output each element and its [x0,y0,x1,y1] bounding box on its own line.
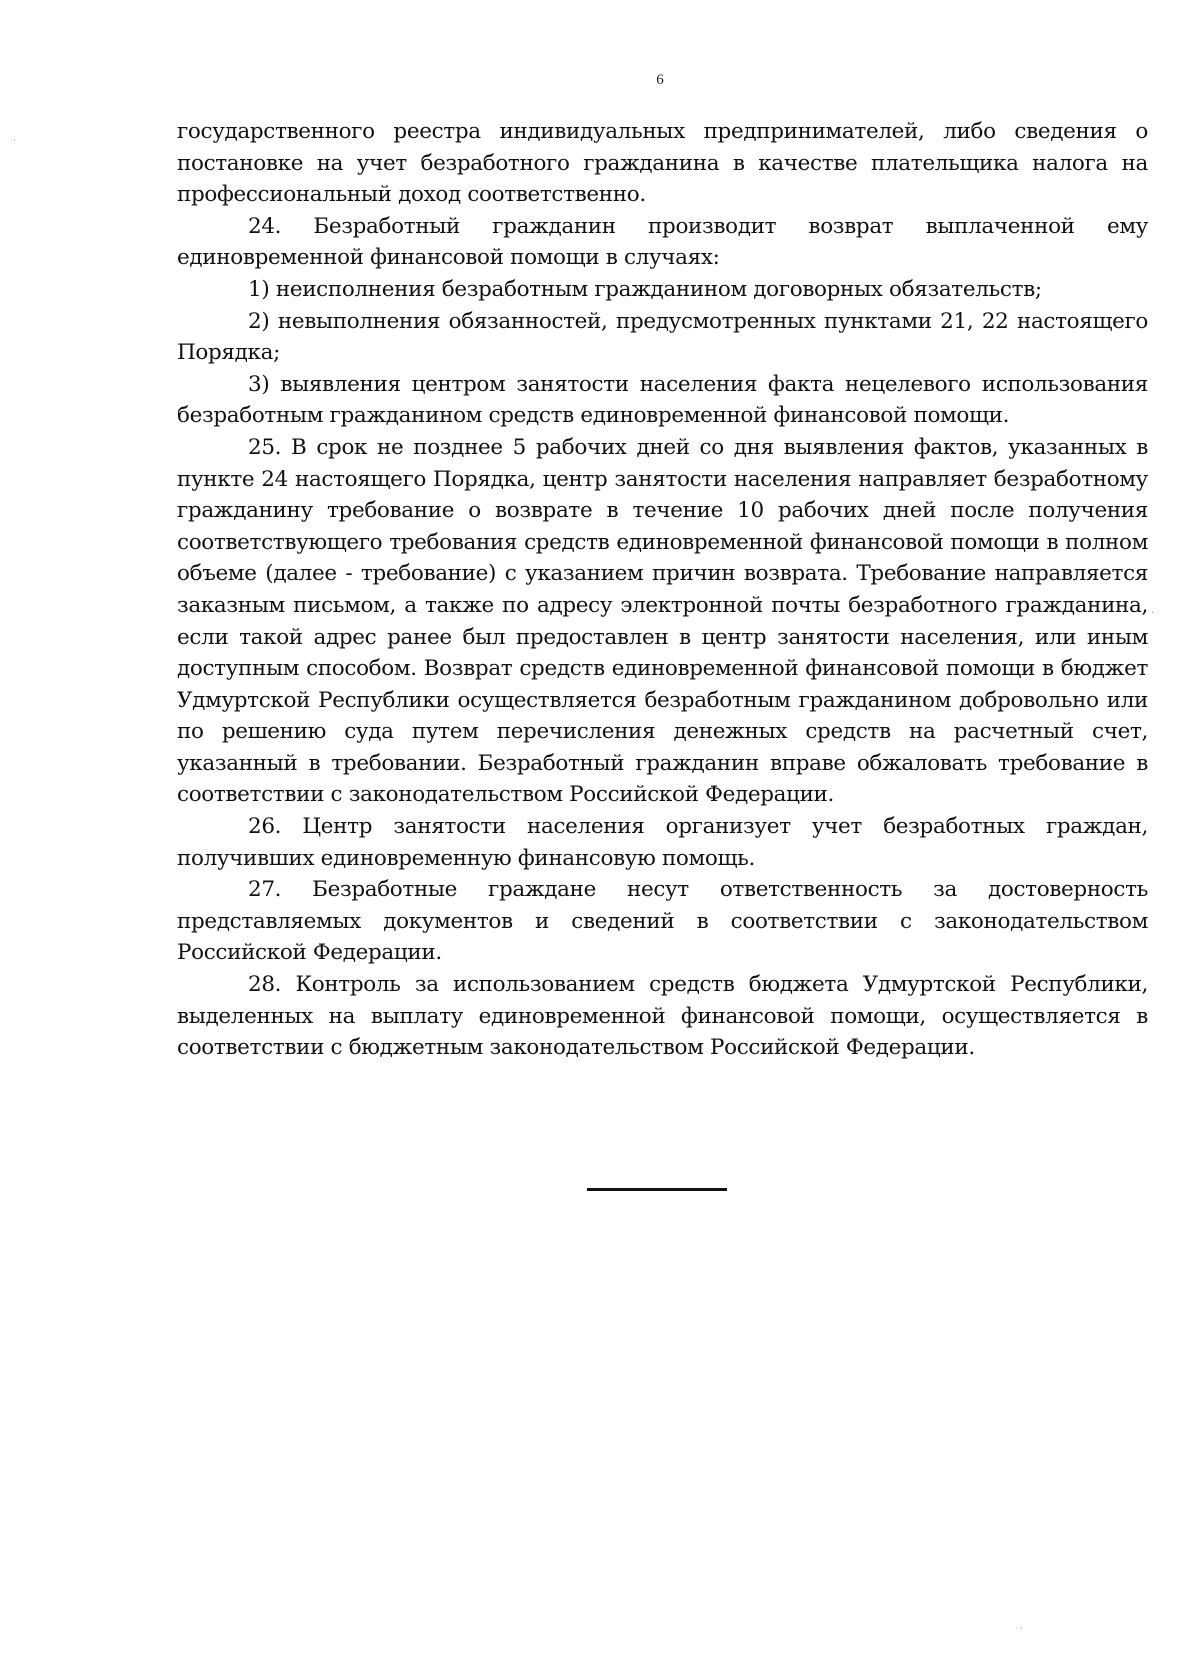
scan-speck [14,140,15,141]
scan-speck [1021,1627,1022,1628]
end-of-document-rule [587,1188,727,1191]
paragraph-item-25: 25. В срок не позднее 5 рабочих дней со дня выявления фактов, указанных в пункте 24 настоящего Порядка, центр занятости населения направляет безработному гражданину требование о возврате в течение 10 рабочих дней после получения соответствующего требования средств единовременной финансовой помощи в полном объеме (далее - требование) с указанием причин возврата. Требование направляется заказным письмом, а также по адресу электронной почты безработного гражданина, если такой адрес ранее был предоставлен в центр занятости населения, или иным доступным способом. Возврат средств единовременной финансовой помощи в бюджет Удмуртской Республики осуществляется безработным гражданином добровольно или по решению суда путем перечисления денежных средств на расчетный счет, указанный в требовании. Безработный гражданин вправе обжаловать требование в соответствии с законодательством Российской Федерации. [177,434,1148,808]
scan-speck [1152,612,1153,613]
paragraph-subitem-2: 2) невыполнения обязанностей, предусмотренных пунктами 21, 22 настоящего Порядка; [177,308,1148,366]
page-number: 6 [656,72,664,88]
paragraph-subitem-3: 3) выявления центром занятости населения факта нецелевого использования безработным гражданином средств единовременной финансовой помощи. [177,371,1148,429]
document-body [177,116,1148,1064]
paragraph-continuation: государственного реестра индивидуальных предпринимателей, либо сведения о постановке на учет безработного гражданина в качестве плательщика налога на профессиональный доход соответственно. [177,119,1148,208]
paragraph-subitem-1: 1) неисполнения безработным гражданином договорных обязательств; [248,276,1042,302]
paragraph-item-26: 26. Центр занятости населения организует учет безработных граждан, получивших единовременную финансовую помощь. [177,814,1148,871]
paragraph-item-24: 24. Безработный гражданин производит возврат выплаченной ему единовременной финансовой помощи в случаях: [177,213,1148,271]
paragraph-item-28: 28. Контроль за использованием средств бюджета Удмуртской Республики, выделенных на выплату единовременной финансовой помощи, осуществляется в соответствии с бюджетным законодательством Российской Федерации. [177,972,1148,1061]
paragraph-item-27: 27. Безработные граждане несут ответственность за достоверность представляемых документов и сведений в соответствии с законодательством Российской Федерации. [177,877,1148,966]
